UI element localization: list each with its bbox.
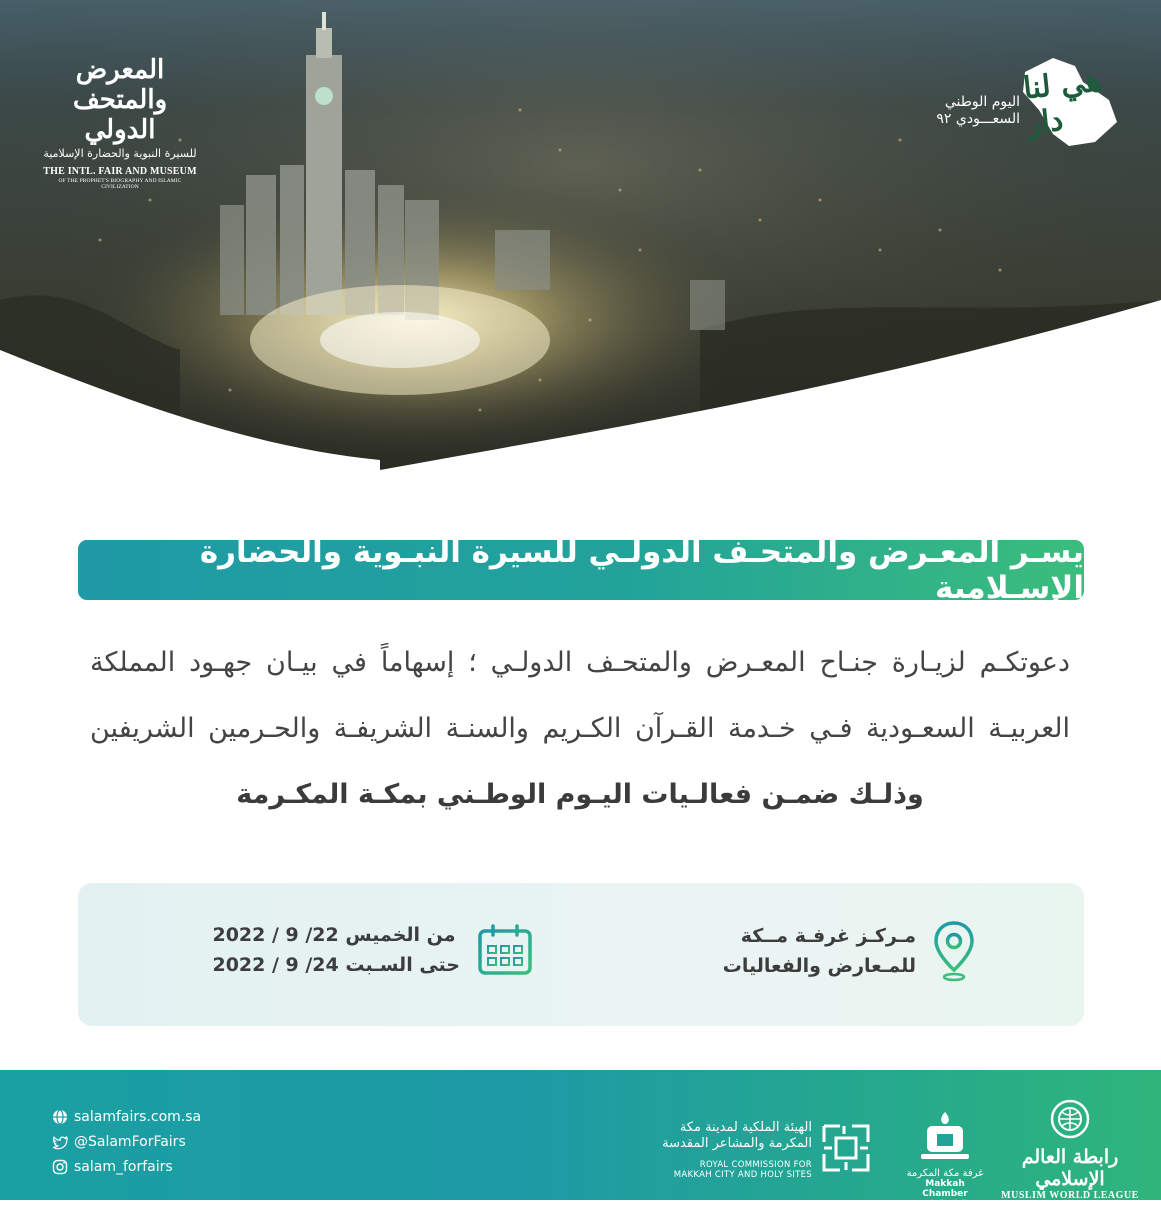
location-text <box>723 921 916 981</box>
instagram-icon <box>52 1159 68 1175</box>
globe-icon <box>52 1109 68 1125</box>
museum-logo-arabic-sub: للسيرة النبوية والحضارة الإسلامية <box>43 147 197 160</box>
location-line-1: مـركـز غرفـة مــكة <box>740 925 916 947</box>
mwl-arabic: رابطة العالم الإسلامي <box>1021 1146 1119 1190</box>
website-link[interactable] <box>52 1104 201 1129</box>
national-day-calligraphy: هي لنا دار <box>1021 63 1104 142</box>
calendar-icon <box>476 923 534 977</box>
royal-commission-arabic <box>632 1120 812 1152</box>
twitter-icon <box>52 1134 68 1150</box>
muslim-world-league-logo <box>995 1098 1145 1201</box>
museum-logo-calligraphy: المعرض والمتحف الدولي <box>72 55 168 145</box>
royal-commission-en-line2: MAKKAH CITY AND HOLY SITES <box>673 1170 812 1180</box>
national-day-text <box>915 94 1020 128</box>
location-info <box>723 920 976 982</box>
mwl-english: MUSLIM WORLD LEAGUE <box>1001 1190 1139 1201</box>
website-text: salamfairs.com.sa <box>74 1108 202 1125</box>
twitter-link[interactable] <box>52 1129 201 1154</box>
makkah-chamber-english: Makkah Chamber <box>922 1179 968 1199</box>
social-links <box>52 1104 201 1179</box>
invitation-line-2: العربيـة السعـودية فـي خـدمة القـرآن الكـريم والسنـة الشريفـة والحـرمين الشريفين <box>90 713 1070 744</box>
national-day-line1: اليوم الوطني <box>944 94 1020 110</box>
instagram-handle: salam_forfairs <box>74 1158 173 1175</box>
date-line-2: 2022 / 9 /24 حتى السـبت <box>212 954 460 976</box>
invitation-text <box>90 630 1070 828</box>
event-info-box <box>78 883 1084 1026</box>
title-banner: يسـر المعـرض والمتحـف الدولـي للسيرة النبـوية والحضارة الإسـلامية <box>78 540 1084 600</box>
national-day-logo <box>915 52 1130 152</box>
royal-commission-en-line1: ROYAL COMMISSION FOR <box>699 1160 812 1170</box>
museum-logo <box>40 55 200 190</box>
royal-commission-ar-line2: المكرمة والمشاعر المقدسة <box>662 1136 812 1151</box>
royal-commission-ar-line1: الهيئة الملكية لمدينة مكة <box>679 1120 812 1135</box>
mwl-emblem-icon <box>1049 1098 1091 1140</box>
twitter-handle: @SalamForFairs <box>74 1133 186 1150</box>
makkah-chamber-mark-icon <box>917 1110 973 1162</box>
location-pin-icon <box>932 920 976 982</box>
royal-commission-mark-icon <box>820 1122 872 1174</box>
makkah-chamber-arabic: غرفة مكة المكرمة <box>906 1168 984 1179</box>
hero-image <box>0 0 1161 470</box>
royal-commission-english <box>632 1160 812 1180</box>
museum-logo-english: THE INTL. FAIR AND MUSEUM <box>43 166 197 177</box>
museum-logo-english-sub: OF THE PROPHET'S BIOGRAPHY AND ISLAMIC CIVILIZATION <box>58 178 182 190</box>
invitation-line-1: دعوتكـم لزيـارة جنـاح المعـرض والمتحـف الدولـي ؛ إسهاماً في بيـان جهـود المملكة <box>90 647 1070 678</box>
footer <box>0 1070 1161 1206</box>
makkah-chamber-logo <box>905 1110 985 1206</box>
instagram-link[interactable] <box>52 1154 201 1179</box>
national-day-line2: السعـــودي ٩٢ <box>936 111 1020 127</box>
date-info <box>212 920 534 980</box>
makkah-chamber-sub: للتجارة والصناعة <box>924 1199 966 1206</box>
date-line-1: 2022 / 9 /22 من الخميس <box>212 924 456 946</box>
date-text <box>212 920 460 980</box>
invitation-line-3: وذلـك ضمـن فعالـيات اليـوم الوطـني بمكـة المكـرمة <box>236 779 924 810</box>
location-line-2: للمـعارض والفعاليات <box>722 955 916 977</box>
